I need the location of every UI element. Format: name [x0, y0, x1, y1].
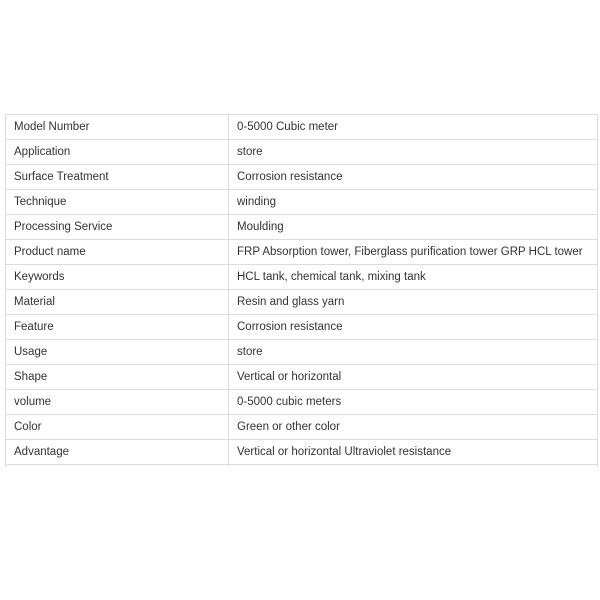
- table-row: [6, 165, 598, 190]
- spec-table-body: [6, 115, 598, 468]
- empty-cell: [6, 465, 229, 468]
- spec-label: Model Number: [6, 115, 229, 140]
- empty-cell: [229, 465, 598, 468]
- table-row: [6, 290, 598, 315]
- spec-value: Vertical or horizontal Ultraviolet resistance: [229, 440, 598, 465]
- spec-label: Shape: [6, 365, 229, 390]
- spec-label: Application: [6, 140, 229, 165]
- spec-value: 0-5000 cubic meters: [229, 390, 598, 415]
- spec-value: 0-5000 Cubic meter: [229, 115, 598, 140]
- spec-value: Vertical or horizontal: [229, 365, 598, 390]
- spec-label: volume: [6, 390, 229, 415]
- spec-value: store: [229, 140, 598, 165]
- table-row: [6, 390, 598, 415]
- spec-value: Green or other color: [229, 415, 598, 440]
- spec-label: Material: [6, 290, 229, 315]
- table-row: [6, 140, 598, 165]
- spec-label: Surface Treatment: [6, 165, 229, 190]
- table-row: [6, 340, 598, 365]
- table-row: [6, 215, 598, 240]
- spec-value: winding: [229, 190, 598, 215]
- table-row: [6, 190, 598, 215]
- spec-label: Technique: [6, 190, 229, 215]
- spec-label: Usage: [6, 340, 229, 365]
- spec-value: Moulding: [229, 215, 598, 240]
- table-row: [6, 115, 598, 140]
- spec-table: [5, 114, 598, 467]
- spec-value: FRP Absorption tower, Fiberglass purification tower GRP HCL tower: [229, 240, 598, 265]
- table-row: [6, 365, 598, 390]
- spec-label: Color: [6, 415, 229, 440]
- spec-value: HCL tank, chemical tank, mixing tank: [229, 265, 598, 290]
- spec-value: store: [229, 340, 598, 365]
- table-row: [6, 440, 598, 465]
- table-row: [6, 265, 598, 290]
- spec-label: Product name: [6, 240, 229, 265]
- spec-label: Feature: [6, 315, 229, 340]
- spec-label: Advantage: [6, 440, 229, 465]
- table-row: [6, 315, 598, 340]
- table-row-cut-off: [6, 465, 598, 468]
- table-row: [6, 415, 598, 440]
- spec-value: Corrosion resistance: [229, 315, 598, 340]
- table-row: [6, 240, 598, 265]
- spec-value: Resin and glass yarn: [229, 290, 598, 315]
- spec-label: Keywords: [6, 265, 229, 290]
- spec-value: Corrosion resistance: [229, 165, 598, 190]
- spec-label: Processing Service: [6, 215, 229, 240]
